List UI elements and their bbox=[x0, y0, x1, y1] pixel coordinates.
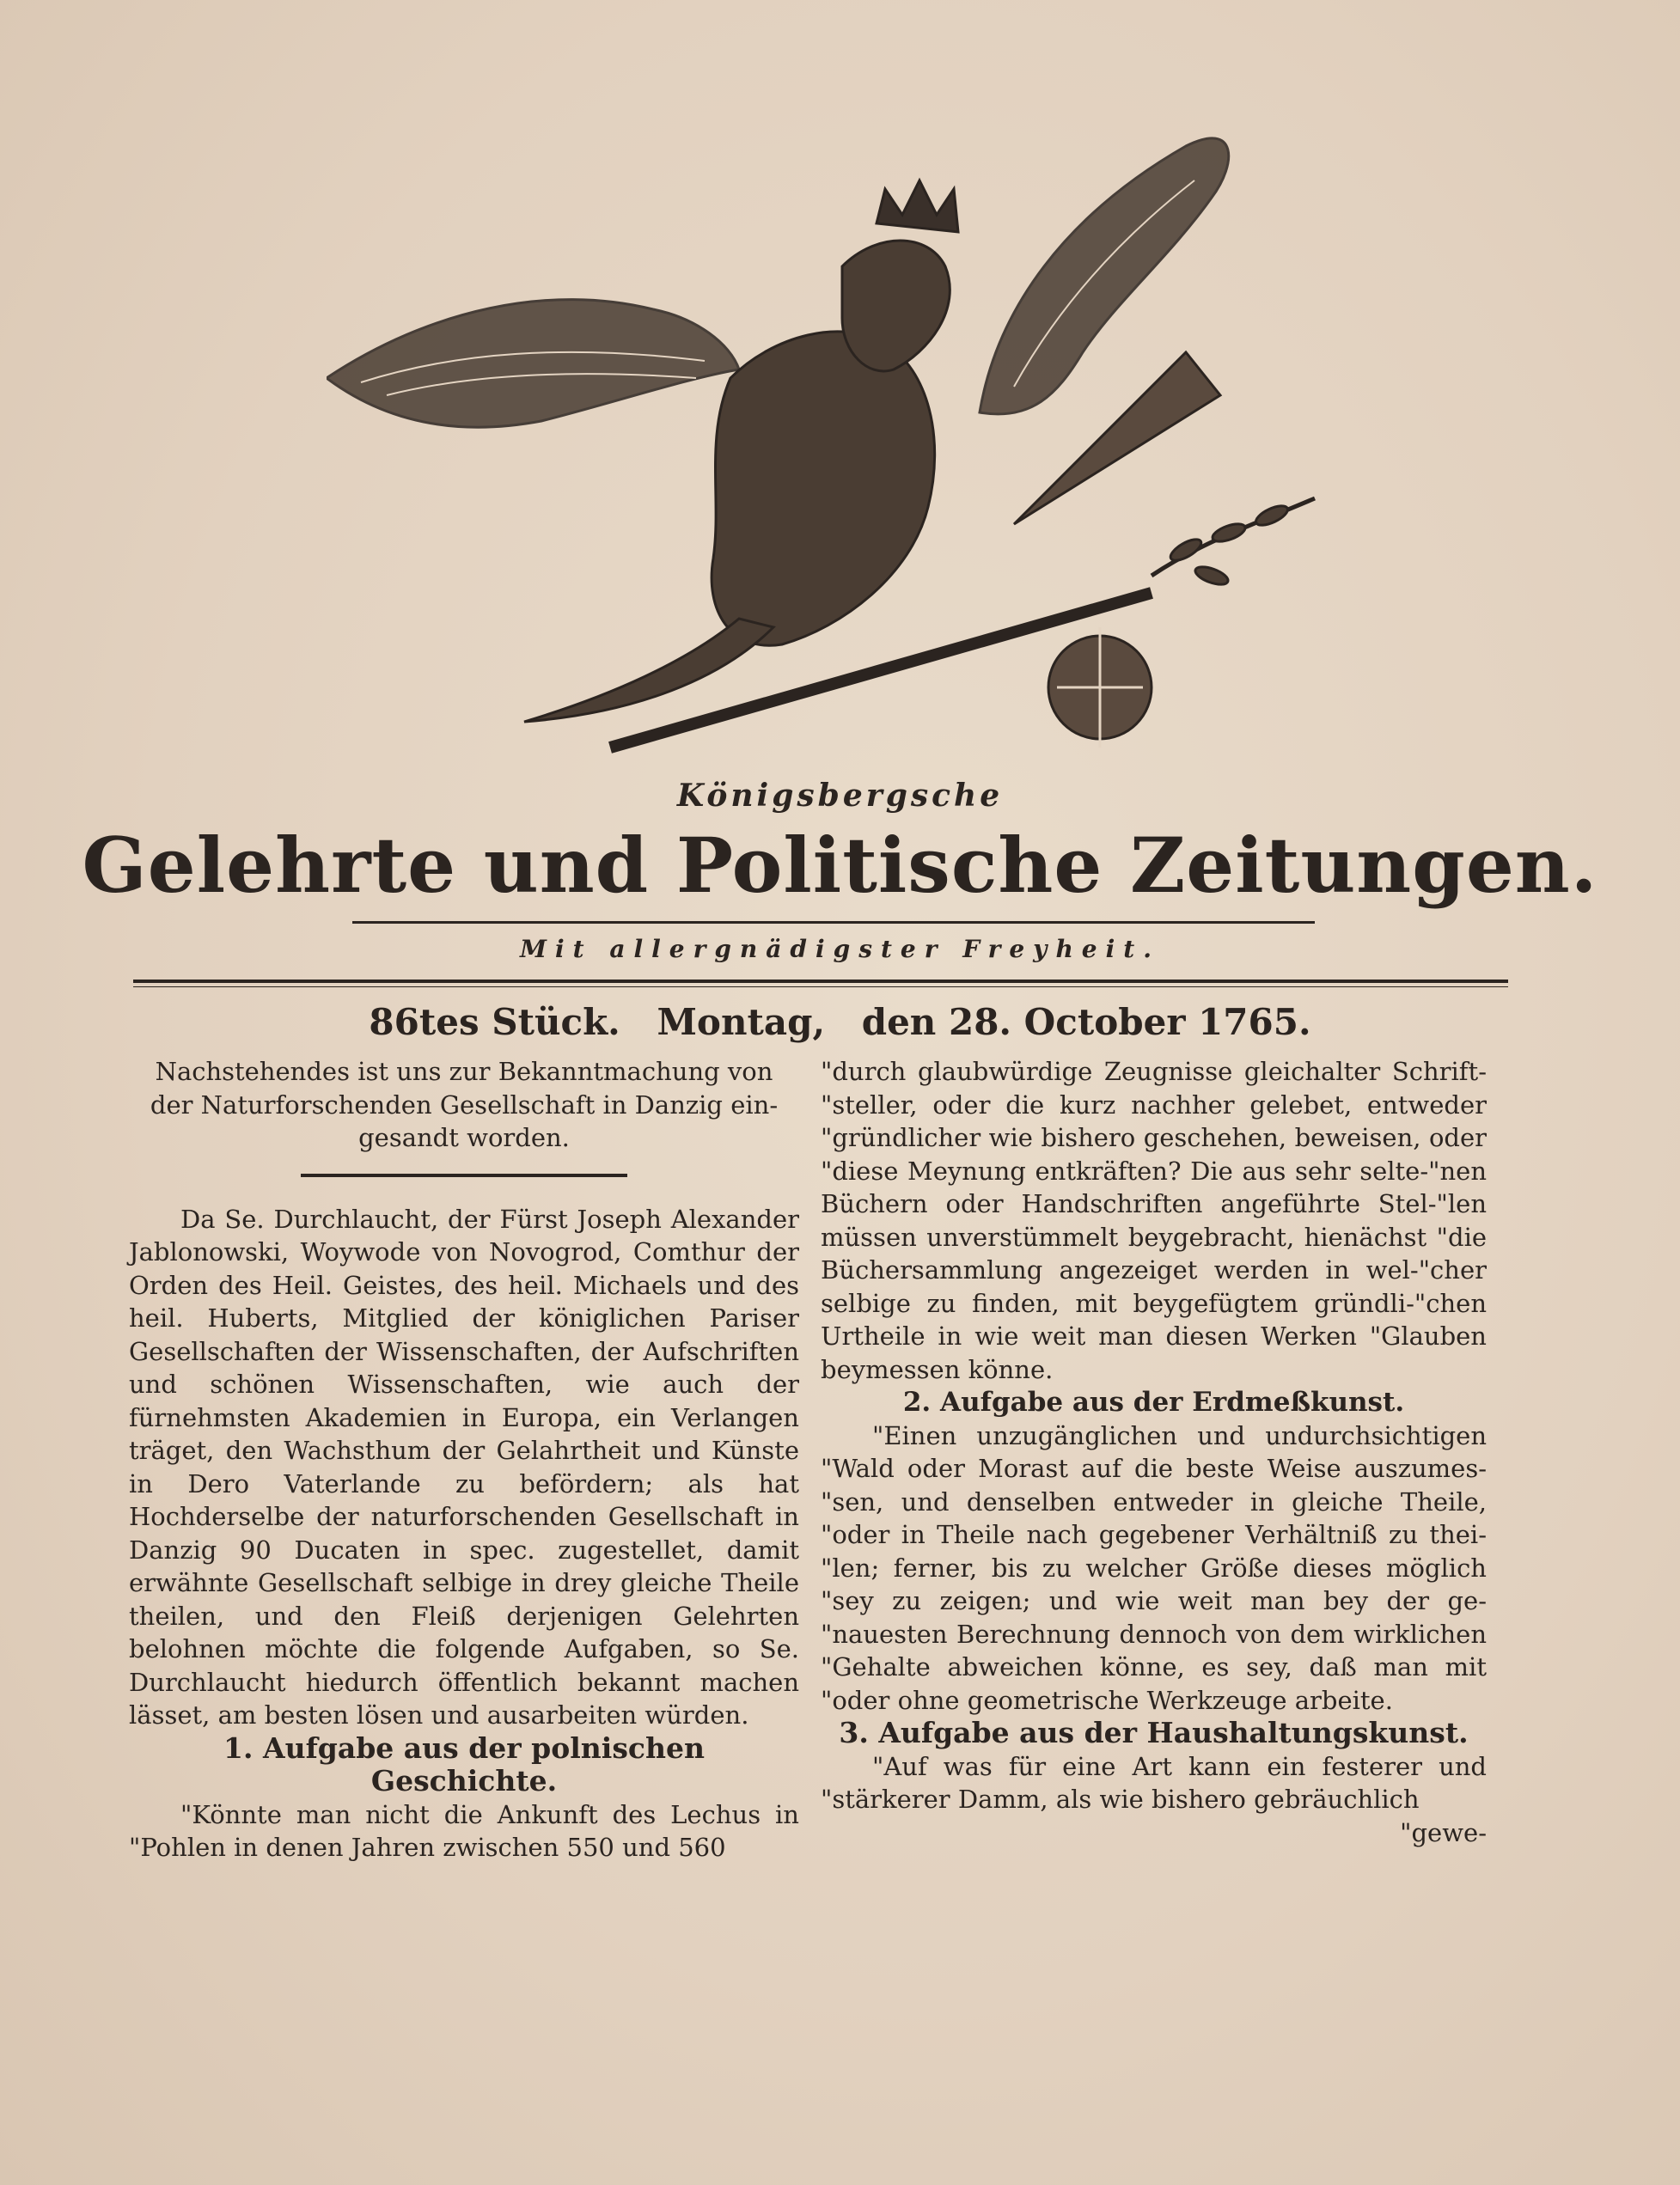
heading-task-3: 3. Aufgabe aus der Haushaltungskunst. bbox=[839, 1716, 1469, 1749]
privilege-line: Mit allergnädigster Freyheit. bbox=[520, 935, 1160, 963]
issue-weekday: Montag, bbox=[657, 1001, 826, 1043]
intro-line-1: Nachstehendes ist uns zur Bekanntmachung von bbox=[155, 1057, 773, 1086]
eagle-emblem-icon bbox=[327, 95, 1341, 773]
heading-task-1: 1. Aufgabe aus der polnischen Geschichte. bbox=[223, 1730, 705, 1797]
masthead-city: Königsbergsche bbox=[676, 778, 1004, 814]
issue-line bbox=[0, 1001, 1680, 1043]
issue-date: den 28. October 1765. bbox=[861, 1001, 1311, 1043]
masthead-rule-upper bbox=[352, 921, 1315, 924]
masthead-rule-lower bbox=[133, 980, 1508, 983]
intro-line-2: der Naturforschenden Gesellschaft in Danzig ein- bbox=[150, 1089, 779, 1120]
intro-line-3: gesandt worden. bbox=[358, 1123, 570, 1152]
masthead-title: Gelehrte und Politische Zeitungen. bbox=[82, 821, 1598, 910]
left-column bbox=[129, 1055, 799, 1865]
task-1-text-start: "Könnte man nicht die Ankunft des Lechus in "Pohlen in denen Jahren zwischen 550 und 560 bbox=[129, 1799, 799, 1862]
task-1-text-cont: "durch glaubwürdige Zeugnisse gleichalter Schrift-"steller, oder die kurz nachher gelebet, entweder "gründlicher wie bishero geschehen, beweisen, oder "diese Meynung entkräften? Die aus sehr selte-"nen Büchern oder Handschriften angeführte Stel-"len müssen unverstümmelt beygebracht, hienächst "die Büchersammlung angezeiget werden in wel-"cher selbige zu finden, mit beygefügtem gründli-"chen Urtheile in wie weit man diesen Werken "Glauben beymessen könne. bbox=[821, 1057, 1487, 1384]
task-2-text: "Einen unzugänglichen und undurchsichtigen "Wald oder Morast auf die beste Weise auszumes-"sen, und denselben entweder in gleiche Theile, "oder in Theile nach gegebener Verhältniß zu thei-"len; ferner, bis zu welcher Größe dieses möglich "sey zu zeigen; und wie weit man bey der ge-"nauesten Berechnung dennoch von dem wirklichen "Gehalte abweichen könne, es sey, daß man mit "oder ohne geometrische Werkzeuge arbeite. bbox=[821, 1420, 1487, 1715]
issue-number: 86tes Stück. bbox=[369, 1001, 620, 1043]
masthead-rule-lower-thin bbox=[133, 986, 1508, 987]
task-3-text-start: "Auf was für eine Art kann ein festerer und "stärkerer Damm, als wie bishero gebräuchlich bbox=[821, 1751, 1487, 1814]
right-column bbox=[821, 1055, 1487, 1849]
heading-task-2: 2. Aufgabe aus der Erdmeßkunst. bbox=[902, 1387, 1405, 1418]
announcement-body: Da Se. Durchlaucht, der Fürst Joseph Alexander Jablonowski, Woywode von Novogrod, Comthur der Orden des Heil. Geistes, des heil. Michaels und des heil. Huberts, Mitglied der königlichen Pariser Gesellschaften der Wissenschaften, der Aufschriften und schönen Wissenschaften, wie auch der fürnehmsten Akademien in Europa, ein Verlangen träget, den Wachsthum der Gelahrtheit und Künste in Dero Vaterlande zu befördern; als hat Hochderselbe der naturforschenden Gesellschaft in Danzig 90 Ducaten in spec. zugestellet, damit erwähnte Gesellschaft selbige in drey gleiche Theile theilen, und den Fleiß derjenigen Gelehrten belohnen möchte die folgende Aufgaben, so Se. Durchlaucht hiedurch öffentlich bekannt machen lässet, am besten lösen und ausarbeiten würden. bbox=[129, 1204, 799, 1730]
catchword: "gewe- bbox=[1400, 1817, 1487, 1847]
section-separator bbox=[301, 1174, 627, 1177]
